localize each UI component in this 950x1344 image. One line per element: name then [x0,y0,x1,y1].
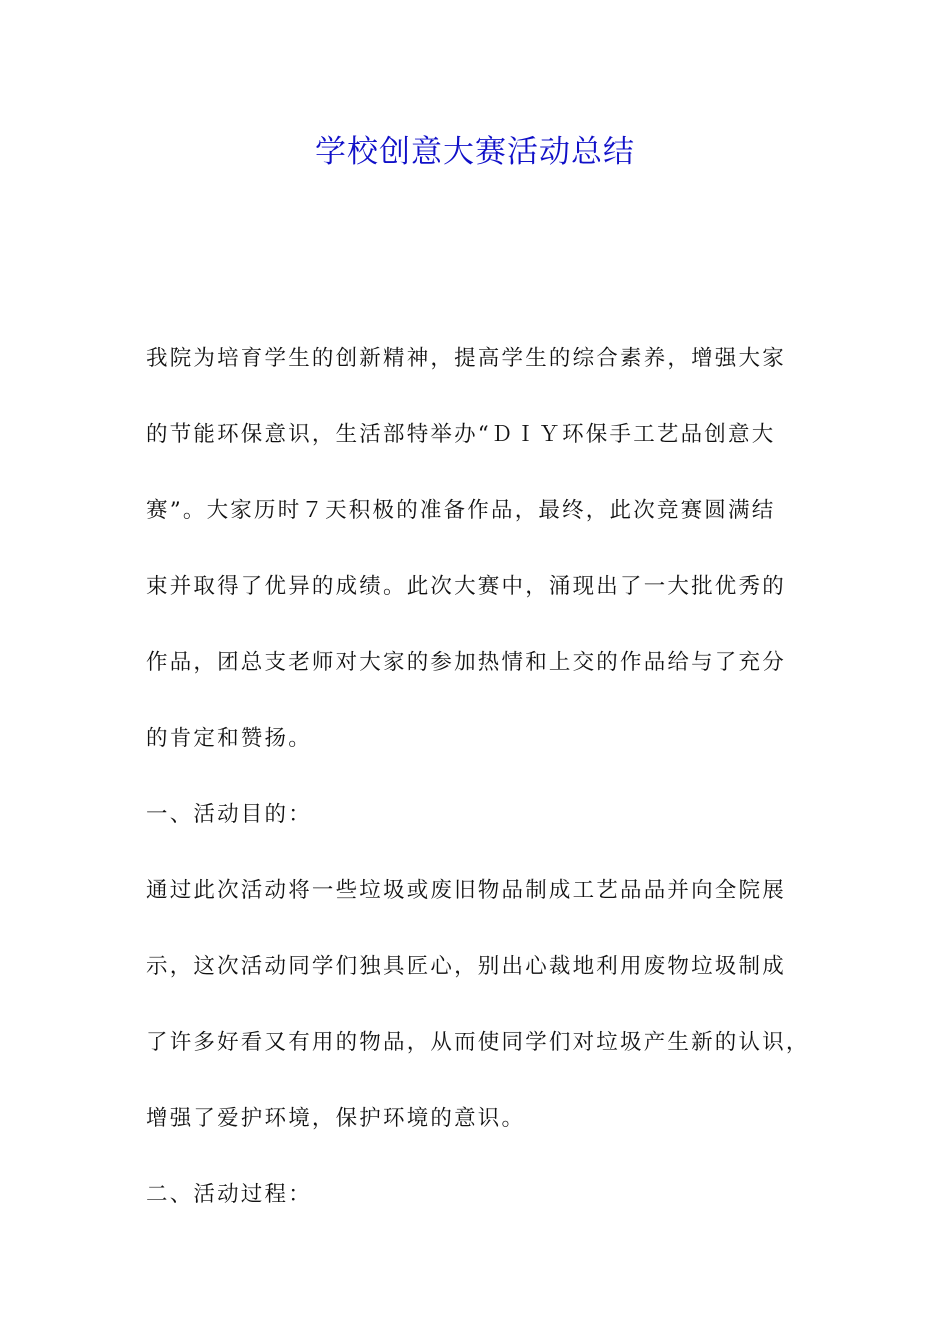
document-title: 学校创意大赛活动总结 [315,134,635,170]
paragraph-intro-line-5: 作品，团总支老师对大家的参加热情和上交的作品给与了充分 [146,650,786,675]
paragraph-intro-line-1: 我院为培育学生的创新精神，提高学生的综合素养，增强大家 [146,346,786,371]
section-heading-process: 二、活动过程： [146,1182,312,1207]
paragraph-intro-line-4: 束并取得了优异的成绩。此次大赛中，涌现出了一大批优秀的 [146,574,786,599]
section-heading-purpose: 一、活动目的： [146,802,312,827]
paragraph-intro-line-6: 的肯定和赞扬。 [146,726,312,751]
paragraph-purpose-line-3: 了许多好看又有用的物品，从而使同学们对垃圾产生新的认识， [146,1030,810,1055]
paragraph-intro-line-2: 的节能环保意识，生活部特举办“ＤＩＹ环保手工艺品创意大 [146,422,776,447]
paragraph-purpose-line-1: 通过此次活动将一些垃圾或废旧物品制成工艺品品并向全院展 [146,878,786,903]
paragraph-intro-line-3: 赛”。大家历时７天积极的准备作品，最终，此次竞赛圆满结 [146,498,776,523]
document-body [146,336,811,1248]
paragraph-purpose-line-2: 示，这次活动同学们独具匠心，别出心裁地利用废物垃圾制成 [146,954,786,979]
paragraph-purpose-line-4: 增强了爱护环境，保护环境的意识。 [146,1106,526,1131]
